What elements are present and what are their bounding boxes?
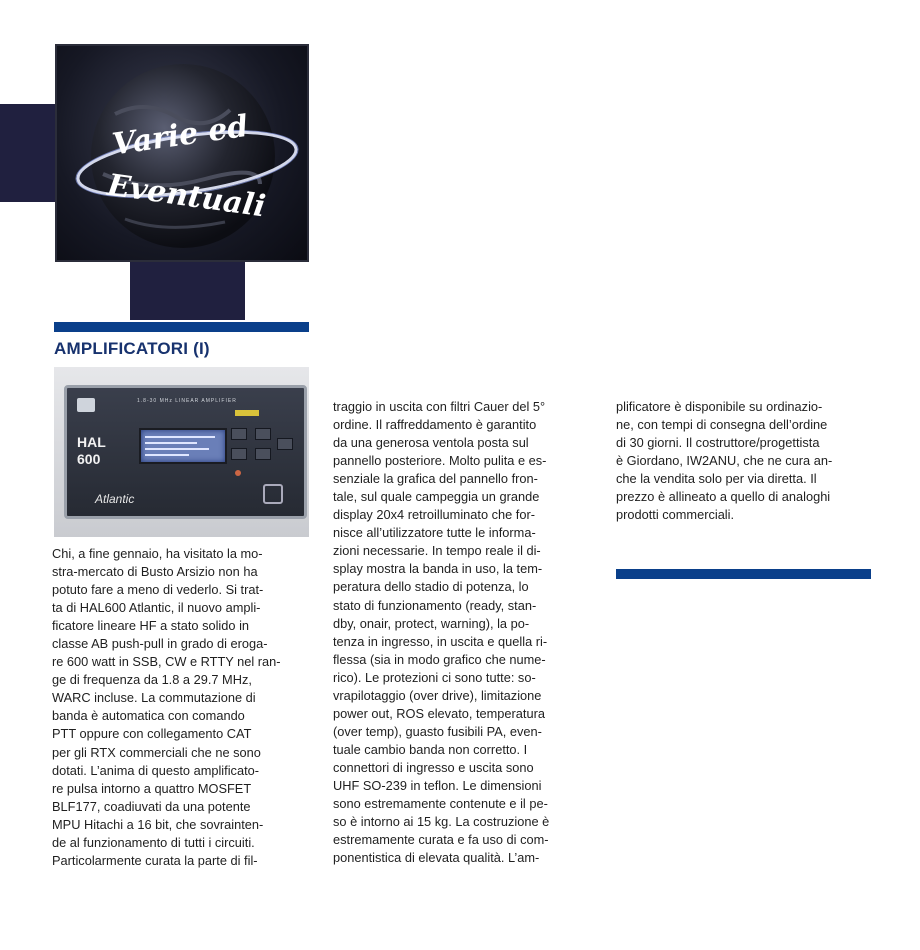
text-line: connettori di ingresso e uscita sono xyxy=(333,759,534,775)
amp-model-script: Atlantic xyxy=(95,492,135,506)
text-line: dby, onair, protect, warning), la po- xyxy=(333,615,530,631)
amplifier-front-panel xyxy=(64,385,307,519)
text-line: stato di funzionamento (ready, stan- xyxy=(333,597,537,613)
text-line: è Giordano, IW2ANU, che ne cura an- xyxy=(616,453,833,469)
logo-line1: Varie ed xyxy=(110,108,251,163)
text-line: power out, ROS elevato, temperatura xyxy=(333,705,545,721)
amplifier-photo xyxy=(54,367,309,537)
text-line: re 600 watt in SSB, CW e RTTY nel ran- xyxy=(52,654,281,670)
text-line: zioni necessarie. In tempo reale il di- xyxy=(333,543,541,559)
amp-button xyxy=(255,448,271,460)
text-line: da una generosa ventola posta sul xyxy=(333,435,529,451)
text-line: dotati. L’anima di questo amplificato- xyxy=(52,762,259,778)
text-line: di 30 giorni. Il costruttore/progettista xyxy=(616,435,820,451)
text-line: potuto fare a meno di vederlo. Si trat- xyxy=(52,582,264,598)
amp-brand xyxy=(77,434,106,468)
text-line: rico). Le protezioni ci sono tutte: so- xyxy=(333,669,536,685)
text-line: ponentistica di elevata qualità. L’am- xyxy=(333,850,540,866)
globe-icon xyxy=(55,44,309,262)
text-line: Chi, a fine gennaio, ha visitato la mo- xyxy=(52,546,263,561)
text-line: stra-mercato di Busto Arsizio non ha xyxy=(52,564,258,580)
amp-brand-line1: HAL xyxy=(77,434,106,450)
text-line: WARC incluse. La commutazione di xyxy=(52,690,256,706)
text-line: banda è automatica con comando xyxy=(52,708,245,724)
text-line: vrapilotaggio (over drive), limitazione xyxy=(333,687,542,703)
text-line: sono estremamente contenute e il pe- xyxy=(333,796,548,812)
text-line: senziale la grafica del pannello fron- xyxy=(333,471,538,487)
text-line: pannello posteriore. Molto pulita e es- xyxy=(333,453,547,469)
text-line: che la vendita solo per via diretta. Il xyxy=(616,471,817,487)
text-line: ge di frequenza da 1.8 a 29.7 MHz, xyxy=(52,672,252,688)
text-line: UHF SO-239 in teflon. Le dimensioni xyxy=(333,777,542,793)
amp-button xyxy=(255,428,271,440)
section-rule-top xyxy=(54,322,309,332)
text-line: (over temp), guasto fusibili PA, even- xyxy=(333,723,542,739)
text-line: per gli RTX commerciali che ne sono xyxy=(52,744,261,760)
text-line: peratura dello stadio di potenza, lo xyxy=(333,579,529,595)
text-line: prodotti commerciali. xyxy=(616,507,735,523)
text-line: traggio in uscita con filtri Cauer del 5° xyxy=(333,399,546,414)
text-line: flessa (sia in modo grafico che nume- xyxy=(333,651,546,667)
section-rule-end xyxy=(616,569,871,579)
article-column-2 xyxy=(333,398,591,867)
amp-header-label: 1.8-30 MHz LINEAR AMPLIFIER xyxy=(137,398,237,404)
text-line: classe AB push-pull in grado di eroga- xyxy=(52,636,268,652)
text-line: display 20x4 retroilluminato che for- xyxy=(333,507,536,523)
article-column-3 xyxy=(616,398,874,524)
text-line: estremamente curata e fa uso di com- xyxy=(333,832,549,848)
amp-lcd-display xyxy=(139,428,227,464)
section-title: AMPLIFICATORI (I) xyxy=(54,339,210,358)
text-line: so è intorno ai 15 kg. La costruzione è xyxy=(333,814,550,830)
amp-indicator xyxy=(235,470,241,476)
text-line: re pulsa intorno a quattro MOSFET xyxy=(52,780,252,796)
text-line: PTT oppure con collegamento CAT xyxy=(52,726,252,742)
text-line: MPU Hitachi a 16 bit, che sovrainten- xyxy=(52,816,264,832)
amp-brand-line2: 600 xyxy=(77,451,101,467)
text-line: tenza in ingresso, in uscita e quella ri- xyxy=(333,633,548,649)
text-line: ta di HAL600 Atlantic, il nuovo ampli- xyxy=(52,600,261,616)
text-line: splay mostra la banda in uso, la tem- xyxy=(333,561,543,577)
text-line: ordine. Il raffreddamento è garantito xyxy=(333,417,537,433)
amp-status-led xyxy=(235,410,259,416)
text-line: ficatore lineare HF a stato solido in xyxy=(52,618,250,634)
amp-button xyxy=(231,448,247,460)
amp-button xyxy=(277,438,293,450)
text-line: nisce all’utilizzatore tutte le informa- xyxy=(333,525,536,541)
text-line: tale, sul quale campeggia un grande xyxy=(333,489,540,505)
amp-button xyxy=(231,428,247,440)
section-logo xyxy=(55,44,309,262)
text-line: prezzo è allineato a quello di analoghi xyxy=(616,489,831,505)
amp-logo-icon xyxy=(77,398,95,412)
text-line: ne, con tempi di consegna dell’ordine xyxy=(616,417,828,433)
article-column-1 xyxy=(52,545,310,870)
text-line: tuale cambio banda non corretto. I xyxy=(333,741,528,757)
text-line: Particolarmente curata la parte di fil- xyxy=(52,852,258,868)
navy-decor-block-under-logo xyxy=(130,262,245,320)
amp-power-switch xyxy=(263,484,283,504)
text-line: plificatore è disponibile su ordinazio- xyxy=(616,399,823,414)
text-line: de al funzionamento di tutti i circuiti. xyxy=(52,834,255,850)
logo-line2: Eventuali xyxy=(105,167,268,225)
navy-decor-block-left xyxy=(0,104,56,202)
text-line: BLF177, coadiuvati da una potente xyxy=(52,798,251,814)
